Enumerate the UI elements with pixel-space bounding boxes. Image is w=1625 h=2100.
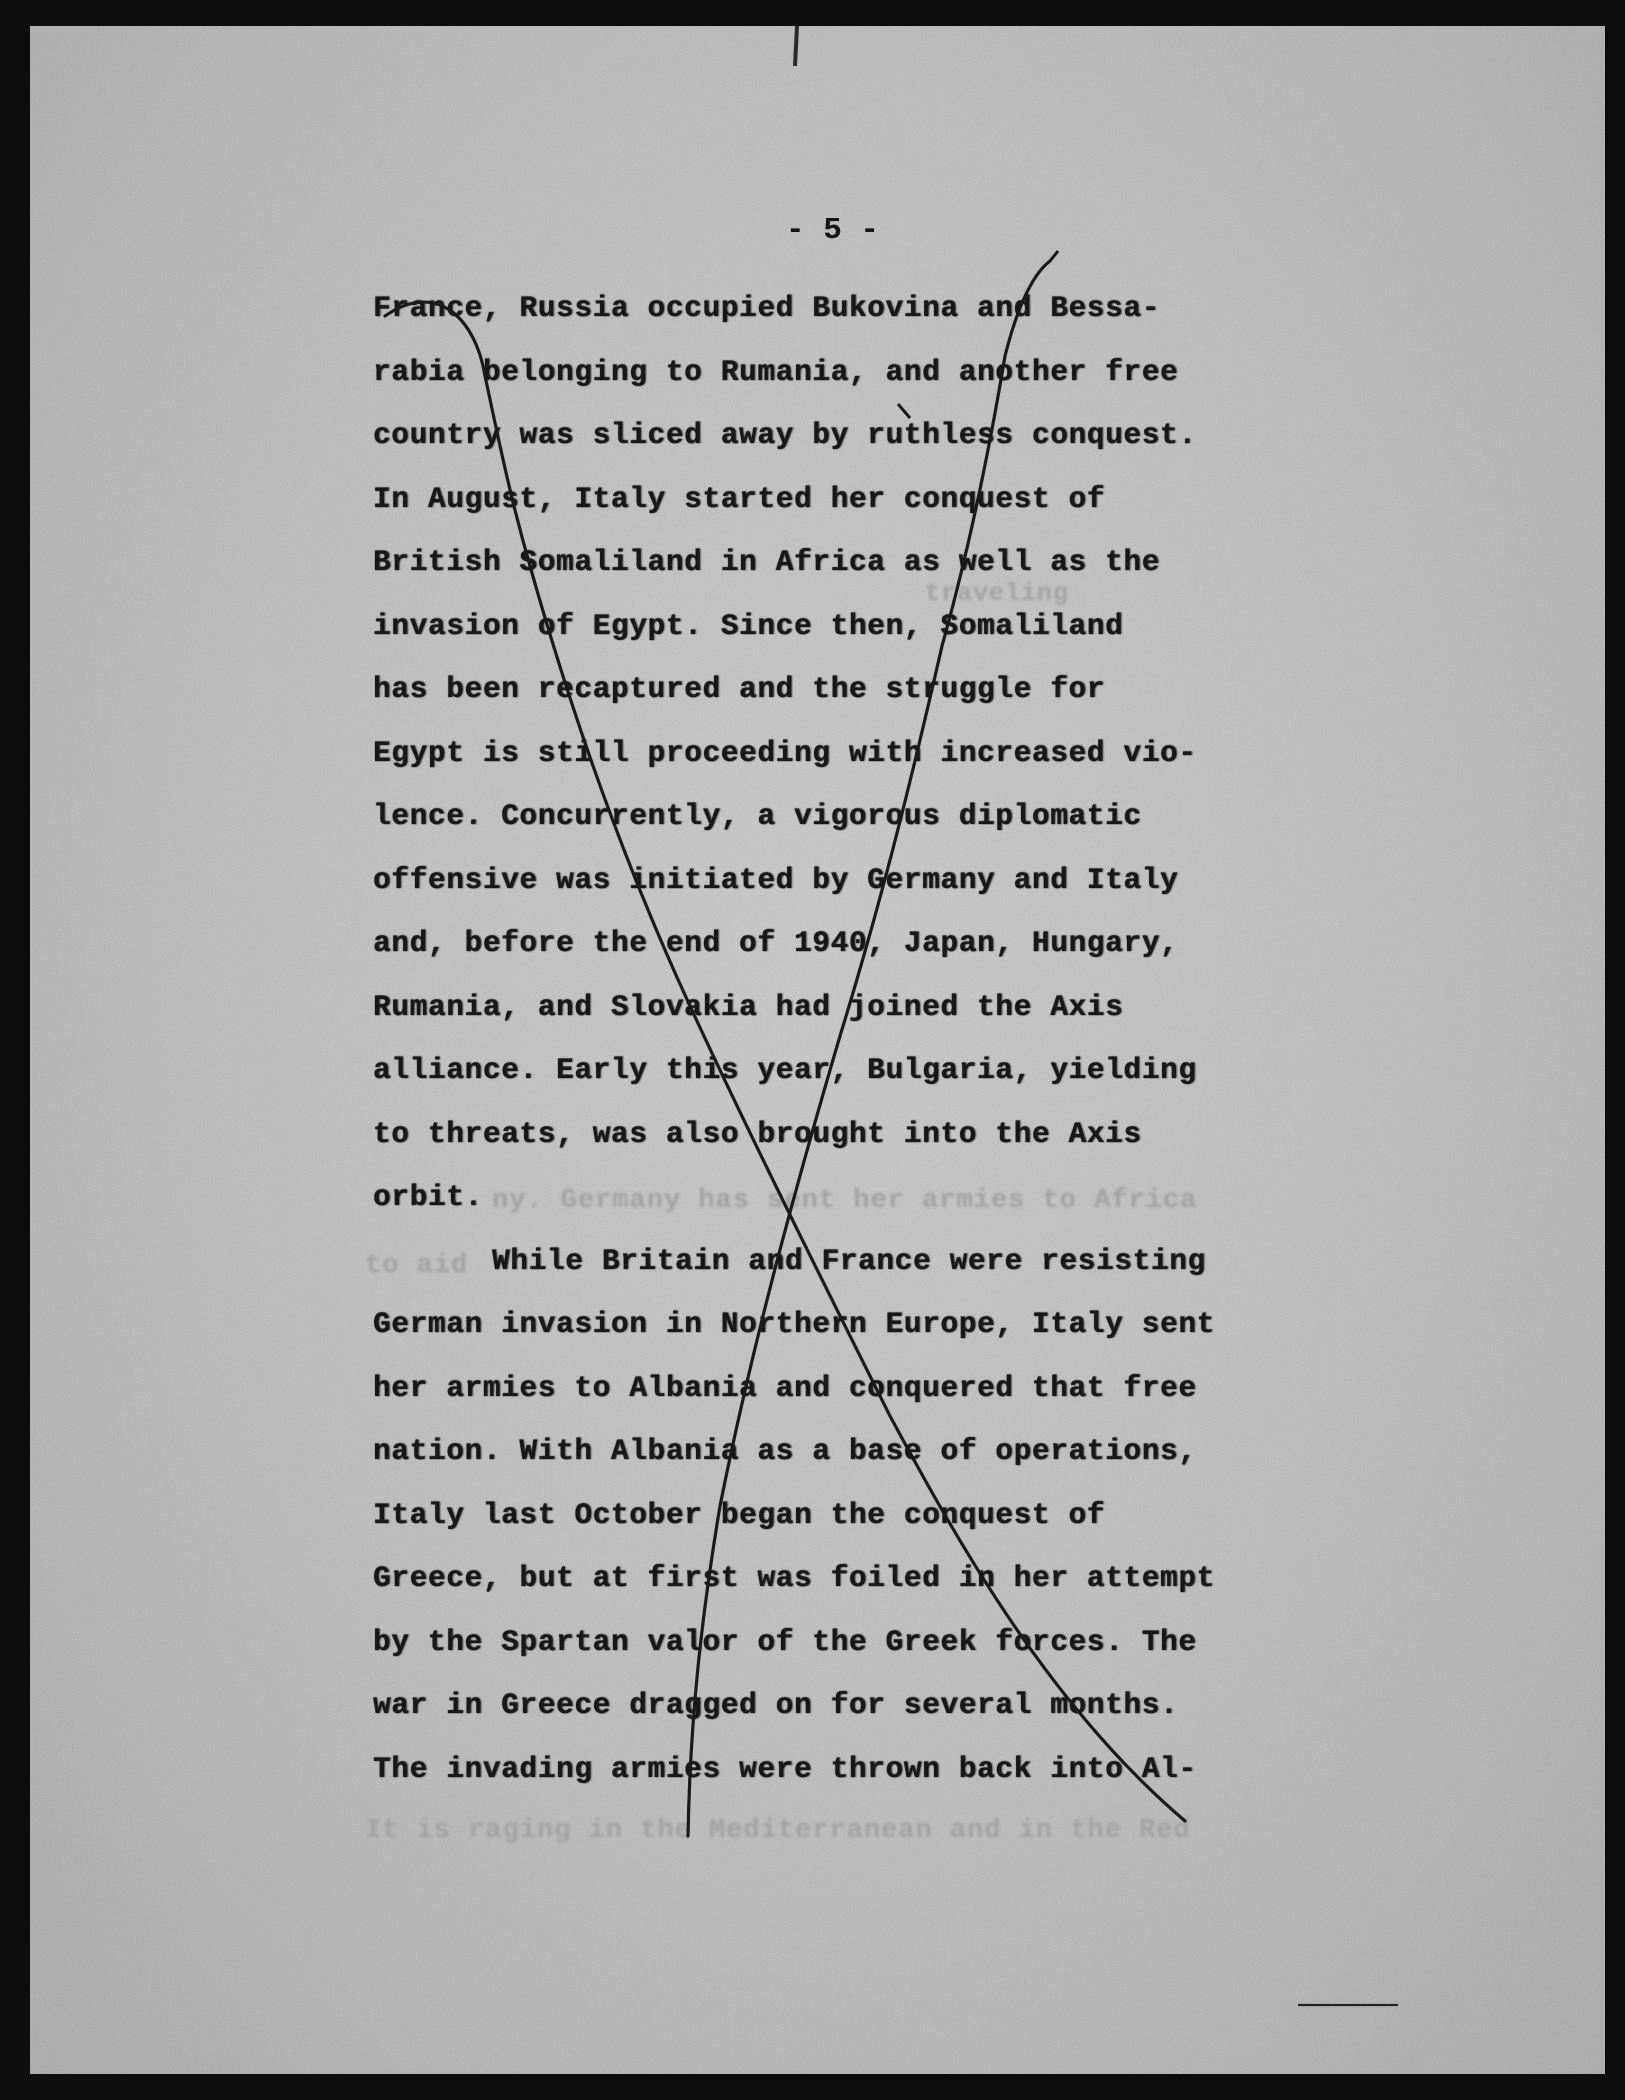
- body-text: [373, 291, 1333, 1815]
- page-number: - 5 -: [785, 213, 879, 248]
- text-line: nation. With Albania as a base of operations,: [373, 1434, 1197, 1468]
- text-line: country was sliced away by ruthless conquest.: [373, 418, 1197, 452]
- text-line: rabia belonging to Rumania, and another free: [373, 354, 1179, 389]
- bleed-through-line: It is raging in the Mediterranean and in the Red: [365, 1816, 1191, 1846]
- text-line: Egypt is still proceeding with increased vio-: [373, 735, 1197, 770]
- text-line: orbit.: [373, 1180, 483, 1214]
- text-line: by the Spartan valor of the Greek forces. The: [373, 1624, 1197, 1659]
- text-line: While Britain and France were resisting: [492, 1243, 1206, 1278]
- text-line: France, Russia occupied Bukovina and Bessa-: [373, 291, 1161, 325]
- text-line: offensive was initiated by Germany and Italy: [373, 862, 1179, 897]
- text-line: has been recaptured and the struggle for: [373, 672, 1106, 706]
- text-line: war in Greece dragged on for several months.: [373, 1688, 1179, 1722]
- text-line: The invading armies were thrown back into Al-: [373, 1751, 1197, 1786]
- text-line: German invasion in Northern Europe, Italy sent: [373, 1307, 1215, 1341]
- text-line: her armies to Albania and conquered that free: [373, 1370, 1197, 1405]
- text-line: Italy last October began the conquest of: [373, 1497, 1106, 1532]
- bleed-through-line: ny. Germany has sent her armies to Africa: [492, 1186, 1198, 1216]
- text-line: and, before the end of 1940, Japan, Hungary,: [373, 926, 1179, 960]
- text-line: invasion of Egypt. Since then, Somaliland: [373, 608, 1124, 643]
- text-line: lence. Concurrently, a vigorous diplomatic: [373, 799, 1142, 833]
- typewritten-page: [30, 26, 1605, 2074]
- text-line: In August, Italy started her conquest of: [373, 481, 1106, 516]
- text-line: Rumania, and Slovakia had joined the Axis: [373, 989, 1124, 1024]
- bleed-through-line: traveling: [925, 579, 1070, 608]
- text-line: Greece, but at first was foiled in her attempt: [373, 1561, 1215, 1595]
- text-line: alliance. Early this year, Bulgaria, yielding: [373, 1053, 1197, 1087]
- text-line: British Somaliland in Africa as well as the: [373, 545, 1161, 579]
- text-line: to threats, was also brought into the Axis: [373, 1116, 1142, 1151]
- bleed-through-line: to aid: [365, 1251, 469, 1281]
